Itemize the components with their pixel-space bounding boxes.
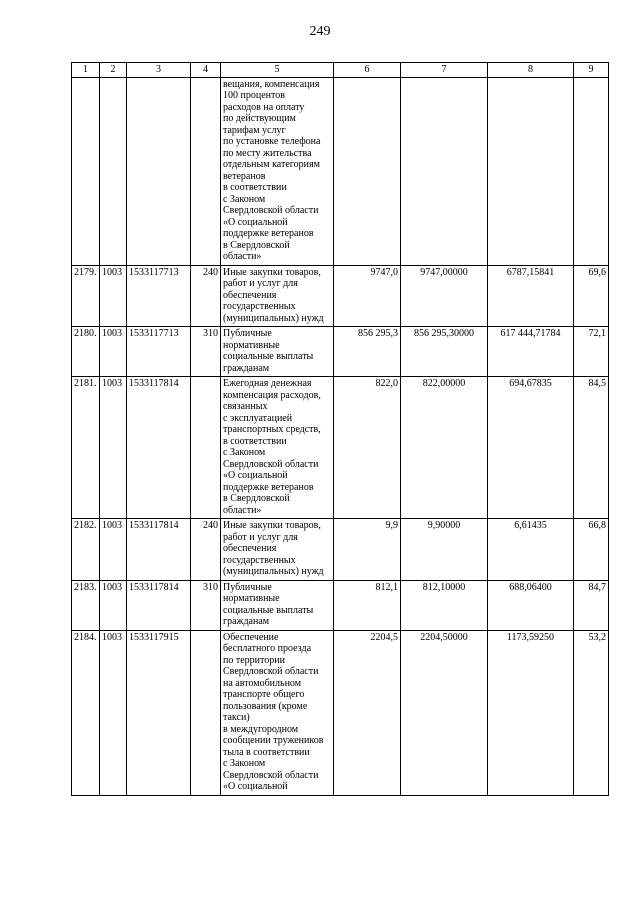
item-name: Публичные нормативные социальные выплаты гражданам (221, 580, 334, 630)
section-code: 1003 (100, 377, 127, 519)
plan-precise-amount: 9,90000 (401, 519, 488, 581)
table-row (72, 580, 609, 630)
executed-amount: 688,06400 (488, 580, 574, 630)
row-number: 2184. (72, 630, 100, 795)
header-cell: 1 (72, 63, 100, 78)
header-cell: 8 (488, 63, 574, 78)
execution-percent: 72,1 (574, 327, 609, 377)
table-row (72, 377, 609, 519)
expense-type: 310 (191, 327, 221, 377)
plan-amount: 9,9 (334, 519, 401, 581)
plan-precise-amount: 9747,00000 (401, 265, 488, 327)
plan-amount: 812,1 (334, 580, 401, 630)
table-row (72, 630, 609, 795)
execution-percent: 84,7 (574, 580, 609, 630)
item-name: вещания, компенсация 100 процентов расходов на оплату по действующим тарифам услуг по установке телефона по месту жительства отдельным категориям ветеранов в соответствии с Законом Свердловской области «О социальной поддержке ветеранов в Свердловской области» (221, 77, 334, 265)
budget-table (71, 62, 609, 796)
header-cell: 2 (100, 63, 127, 78)
expense-type: 310 (191, 580, 221, 630)
section-code: 1003 (100, 519, 127, 581)
plan-amount: 9747,0 (334, 265, 401, 327)
row-number: 2181. (72, 377, 100, 519)
section-code: 1003 (100, 630, 127, 795)
item-name: Обеспечение бесплатного проезда по территории Свердловской области на автомобильном транспорте общего пользования (кроме такси) в междугородном сообщении тружеников тыла в соответствии с Законом Свердловской области «О социальной (221, 630, 334, 795)
executed-amount: 694,67835 (488, 377, 574, 519)
expense-type: 240 (191, 265, 221, 327)
executed-amount: 617 444,71784 (488, 327, 574, 377)
row-number (72, 77, 100, 265)
section-code: 1003 (100, 580, 127, 630)
target-code: 1533117814 (127, 580, 191, 630)
executed-amount: 6787,15841 (488, 265, 574, 327)
page-number: 249 (309, 24, 331, 39)
target-code (127, 77, 191, 265)
target-code: 1533117814 (127, 377, 191, 519)
header-cell: 5 (221, 63, 334, 78)
executed-amount (488, 77, 574, 265)
execution-percent: 53,2 (574, 630, 609, 795)
row-number: 2180. (72, 327, 100, 377)
section-code: 1003 (100, 265, 127, 327)
header-cell: 7 (401, 63, 488, 78)
execution-percent (574, 77, 609, 265)
section-code: 1003 (100, 327, 127, 377)
header-cell: 9 (574, 63, 609, 78)
item-name: Иные закупки товаров, работ и услуг для обеспечения государственных (муниципальных) нужд (221, 519, 334, 581)
expense-type (191, 77, 221, 265)
target-code: 1533117713 (127, 327, 191, 377)
execution-percent: 69,6 (574, 265, 609, 327)
item-name: Ежегодная денежная компенсация расходов, связанных с эксплуатацией транспортных средств, в соответствии с Законом Свердловской области «О социальной поддержке ветеранов в Свердловской области» (221, 377, 334, 519)
expense-type (191, 377, 221, 519)
plan-precise-amount: 822,00000 (401, 377, 488, 519)
execution-percent: 66,8 (574, 519, 609, 581)
plan-amount: 856 295,3 (334, 327, 401, 377)
table-row (72, 77, 609, 265)
plan-amount: 2204,5 (334, 630, 401, 795)
item-name: Публичные нормативные социальные выплаты гражданам (221, 327, 334, 377)
plan-precise-amount: 812,10000 (401, 580, 488, 630)
section-code (100, 77, 127, 265)
target-code: 1533117915 (127, 630, 191, 795)
expense-type: 240 (191, 519, 221, 581)
row-number: 2179. (72, 265, 100, 327)
header-cell: 6 (334, 63, 401, 78)
expense-type (191, 630, 221, 795)
row-number: 2182. (72, 519, 100, 581)
plan-amount: 822,0 (334, 377, 401, 519)
target-code: 1533117814 (127, 519, 191, 581)
plan-precise-amount (401, 77, 488, 265)
plan-amount (334, 77, 401, 265)
header-cell: 4 (191, 63, 221, 78)
item-name: Иные закупки товаров, работ и услуг для обеспечения государственных (муниципальных) нужд (221, 265, 334, 327)
executed-amount: 1173,59250 (488, 630, 574, 795)
header-cell: 3 (127, 63, 191, 78)
table-row (72, 265, 609, 327)
plan-precise-amount: 856 295,30000 (401, 327, 488, 377)
table-row (72, 327, 609, 377)
table-row (72, 519, 609, 581)
plan-precise-amount: 2204,50000 (401, 630, 488, 795)
row-number: 2183. (72, 580, 100, 630)
header-row (72, 63, 609, 78)
executed-amount: 6,61435 (488, 519, 574, 581)
target-code: 1533117713 (127, 265, 191, 327)
execution-percent: 84,5 (574, 377, 609, 519)
